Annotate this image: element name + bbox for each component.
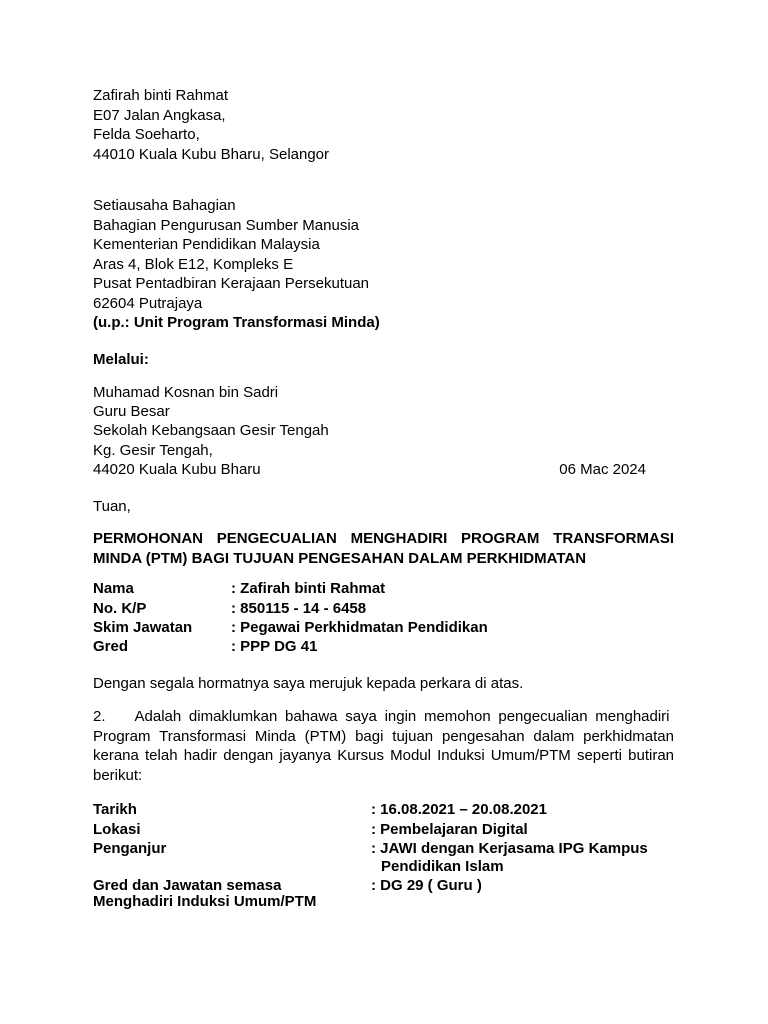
name-label: Nama bbox=[93, 580, 134, 597]
name-value: : Zafirah binti Rahmat bbox=[231, 580, 386, 597]
recipient-line: Pusat Pentadbiran Kerajaan Persekutuan bbox=[93, 275, 370, 292]
paragraph-text: Adalah dimaklumkan bahawa saya ingin memohon pengecualian menghadiri bbox=[134, 708, 670, 725]
grade-value: : PPP DG 41 bbox=[231, 638, 318, 655]
paragraph-text: berikut: bbox=[93, 766, 143, 784]
course-grade-label: Gred dan Jawatan semasa bbox=[93, 877, 282, 894]
course-grade-value: : DG 29 ( Guru ) bbox=[371, 877, 482, 894]
salutation: Tuan, bbox=[93, 498, 131, 515]
course-organizer-value: : JAWI dengan Kerjasama IPG Kampus bbox=[371, 840, 648, 857]
via-line: Kg. Gesir Tengah, bbox=[93, 442, 213, 459]
via-label: Melalui: bbox=[93, 351, 149, 368]
recipient-line: Setiausaha Bahagian bbox=[93, 197, 236, 214]
course-date-label: Tarikh bbox=[93, 801, 137, 818]
paragraph-number: 2. bbox=[93, 708, 106, 725]
scheme-value: : Pegawai Perkhidmatan Pendidikan bbox=[231, 619, 488, 636]
recipient-line: 62604 Putrajaya bbox=[93, 295, 203, 312]
ic-value: : 850115 - 14 - 6458 bbox=[231, 600, 367, 617]
sender-address-line: 44010 Kuala Kubu Bharu, Selangor bbox=[93, 146, 330, 163]
via-line: Sekolah Kebangsaan Gesir Tengah bbox=[93, 422, 329, 439]
grade-label: Gred bbox=[93, 638, 129, 655]
subject-heading bbox=[93, 529, 674, 568]
recipient-line: Bahagian Pengurusan Sumber Manusia bbox=[93, 217, 360, 234]
paragraph-text: Program Transformasi Minda (PTM) bagi tujuan pengesahan dalam perkhidmatan bbox=[93, 727, 674, 745]
course-date-value: : 16.08.2021 – 20.08.2021 bbox=[371, 801, 547, 818]
paragraph-1: Dengan segala hormatnya saya merujuk kepada perkara di atas. bbox=[93, 675, 524, 692]
via-line: Guru Besar bbox=[93, 403, 170, 420]
recipient-line: Aras 4, Blok E12, Kompleks E bbox=[93, 256, 294, 273]
paragraph-text: kerana telah hadir dengan jayanya Kursus Modul Induksi Umum/PTM seperti butiran bbox=[93, 747, 674, 764]
recipient-line: Kementerian Pendidikan Malaysia bbox=[93, 236, 320, 253]
subject-line: PERMOHONAN PENGECUALIAN MENGHADIRI PROGRAM TRANSFORMASI bbox=[93, 530, 674, 547]
course-organizer-value: Pendidikan Islam bbox=[381, 858, 504, 875]
scheme-label: Skim Jawatan bbox=[93, 619, 193, 636]
sender-address-line: E07 Jalan Angkasa, bbox=[93, 107, 226, 124]
sender-name: Zafirah binti Rahmat bbox=[93, 87, 229, 104]
recipient-attention: (u.p.: Unit Program Transformasi Minda) bbox=[93, 314, 380, 331]
course-grade-label: Menghadiri Induksi Umum/PTM bbox=[93, 893, 317, 910]
paragraph-2-line-1 bbox=[93, 707, 674, 727]
paragraph-2 bbox=[93, 707, 674, 785]
via-line: 44020 Kuala Kubu Bharu bbox=[93, 461, 261, 478]
via-line: Muhamad Kosnan bin Sadri bbox=[93, 384, 279, 401]
sender-address-line: Felda Soeharto, bbox=[93, 126, 200, 143]
course-location-label: Lokasi bbox=[93, 821, 141, 838]
subject-line: MINDA (PTM) BAGI TUJUAN PENGESAHAN DALAM PERKHIDMATAN bbox=[93, 549, 587, 567]
course-location-value: : Pembelajaran Digital bbox=[371, 821, 528, 838]
course-organizer-label: Penganjur bbox=[93, 840, 167, 857]
ic-label: No. K/P bbox=[93, 600, 147, 617]
letter-date: 06 Mac 2024 bbox=[559, 461, 646, 478]
